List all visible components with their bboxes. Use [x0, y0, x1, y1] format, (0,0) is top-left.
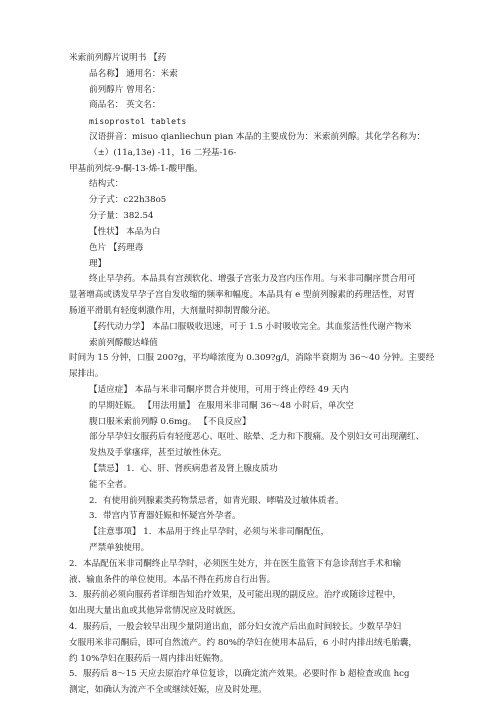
- text-line: 品名称】 通用名：米索: [89, 68, 178, 79]
- text-line: 女服用米非司酮后，即可自然流产。约 80%的孕妇在使用本品后，6 小时内排出绒毛胎囊，: [69, 637, 418, 648]
- text-line: 分子量：382.54: [89, 211, 154, 221]
- text-line: 严禁单独使用。: [89, 543, 150, 553]
- text-line: 【注意事项】 1．本品用于终止早孕时，必须与米非司酮配伍，: [89, 527, 330, 538]
- text-line: （±）(11a,13e) -11，16 二羟基-16-: [89, 147, 237, 158]
- text-line: 2．有使用前列腺素类药物禁忌者，如青光眼、哮喘及过敏体质者。: [89, 495, 344, 506]
- text-line: 5．服药后 8～15 天应去原治疗单位复诊，以确定流产效果。必要时作 b 超检查或血 hcg: [69, 669, 410, 680]
- text-line: 显著增高或诱发早孕子宫自发收缩的频率和幅度。本品具有 e 型前列腺素的药理活性，对胃: [69, 290, 415, 301]
- text-line: 索前列醇酸达峰值: [89, 337, 158, 348]
- doc-title-line: 米索前列醇片说明书 【药: [69, 53, 167, 63]
- text-line: 液、输血条件的单位使用。本品不得在药房自行出售。: [69, 574, 276, 585]
- text-line: 2．本品配伍米非司酮终止早孕时，必须医生处方，并在医生监管下有急诊刮宫手术和输: [69, 558, 402, 569]
- text-line: 【适应症】 本品与米非司酮序贯合并使用，可用于终止停经 49 天内: [89, 384, 349, 395]
- text-line: 分子式：c22h38o5: [89, 195, 167, 206]
- text-line: 腹口服米索前列醇 0.6mg。 【不良反应】: [89, 416, 251, 427]
- text-line: 前列醇片 曾用名：: [89, 84, 161, 95]
- text-line: 【药代动力学】 本品口服吸收迅速，可于 1.5 小时吸收完全。其血浆活性代谢产物米: [89, 321, 412, 332]
- text-line: 的早期妊娠。 【用法用量】 在服用米非司酮 36～48 小时后，单次空: [89, 400, 354, 411]
- text-line: 甲基前列烷-9-酮-13-烯-1-酸甲酯。: [69, 163, 203, 174]
- text-line: 【性状】 本品为白: [89, 226, 161, 237]
- text-line: 部分早孕妇女服药后有轻度恶心、呕吐、眩晕、乏力和下腹痛。及个别妇女可出现潮红、: [89, 432, 425, 443]
- text-line: 肠道平滑肌有轻度刺激作用，大剂量时抑制胃酸分泌。: [69, 305, 276, 316]
- text-line: misoprostol tablets: [89, 116, 187, 127]
- text-line: 色片 【药理毒: [89, 242, 144, 253]
- text-line: 理】: [89, 258, 107, 269]
- text-line: 发热及手掌瘙痒，甚至过敏性休克。: [89, 448, 227, 459]
- text-line: 【禁忌】 1．心、肝、肾疾病患者及肾上腺皮质功: [89, 463, 278, 474]
- text-line: 商品名： 英文名：: [89, 100, 161, 111]
- text-line: 尿排出。: [69, 369, 104, 380]
- text-line: 测定，如确认为流产不全或继续妊娠，应及时处理。: [69, 685, 267, 696]
- text-line: 结构式：: [89, 179, 124, 190]
- text-line: 汉语拼音：misuo qianliechun pian 本品的主要成份为：米索前列醇。其化学名称为：: [89, 132, 426, 142]
- text-line: 约 10%孕妇在服药后一周内排出妊娠物。: [69, 653, 229, 664]
- text-line: 如出现大量出血或其他异常情况应及时就医。: [69, 606, 241, 617]
- text-line: 时间为 15 分钟，口服 200?g，平均峰浓度为 0.309?g/l，消除半衰期为 36～40 分钟。主要经: [69, 353, 435, 364]
- text-line: 3．带宫内节育器妊娠和怀疑宫外孕者。: [89, 511, 241, 522]
- text-line: 终止早孕药。本品具有宫颈软化、增强子宫张力及宫内压作用。与米非司酮序贯合用可: [89, 274, 416, 285]
- text-line: 3．服药前必须向服药者详细告知治疗效果，及可能出现的副反应。治疗或随诊过程中，: [69, 590, 402, 601]
- text-line: 能不全者。: [89, 479, 132, 490]
- text-line: 4．服药后，一般会较早出现少量阴道出血，部分妇女流产后出血时间较长。少数早孕妇: [69, 622, 402, 632]
